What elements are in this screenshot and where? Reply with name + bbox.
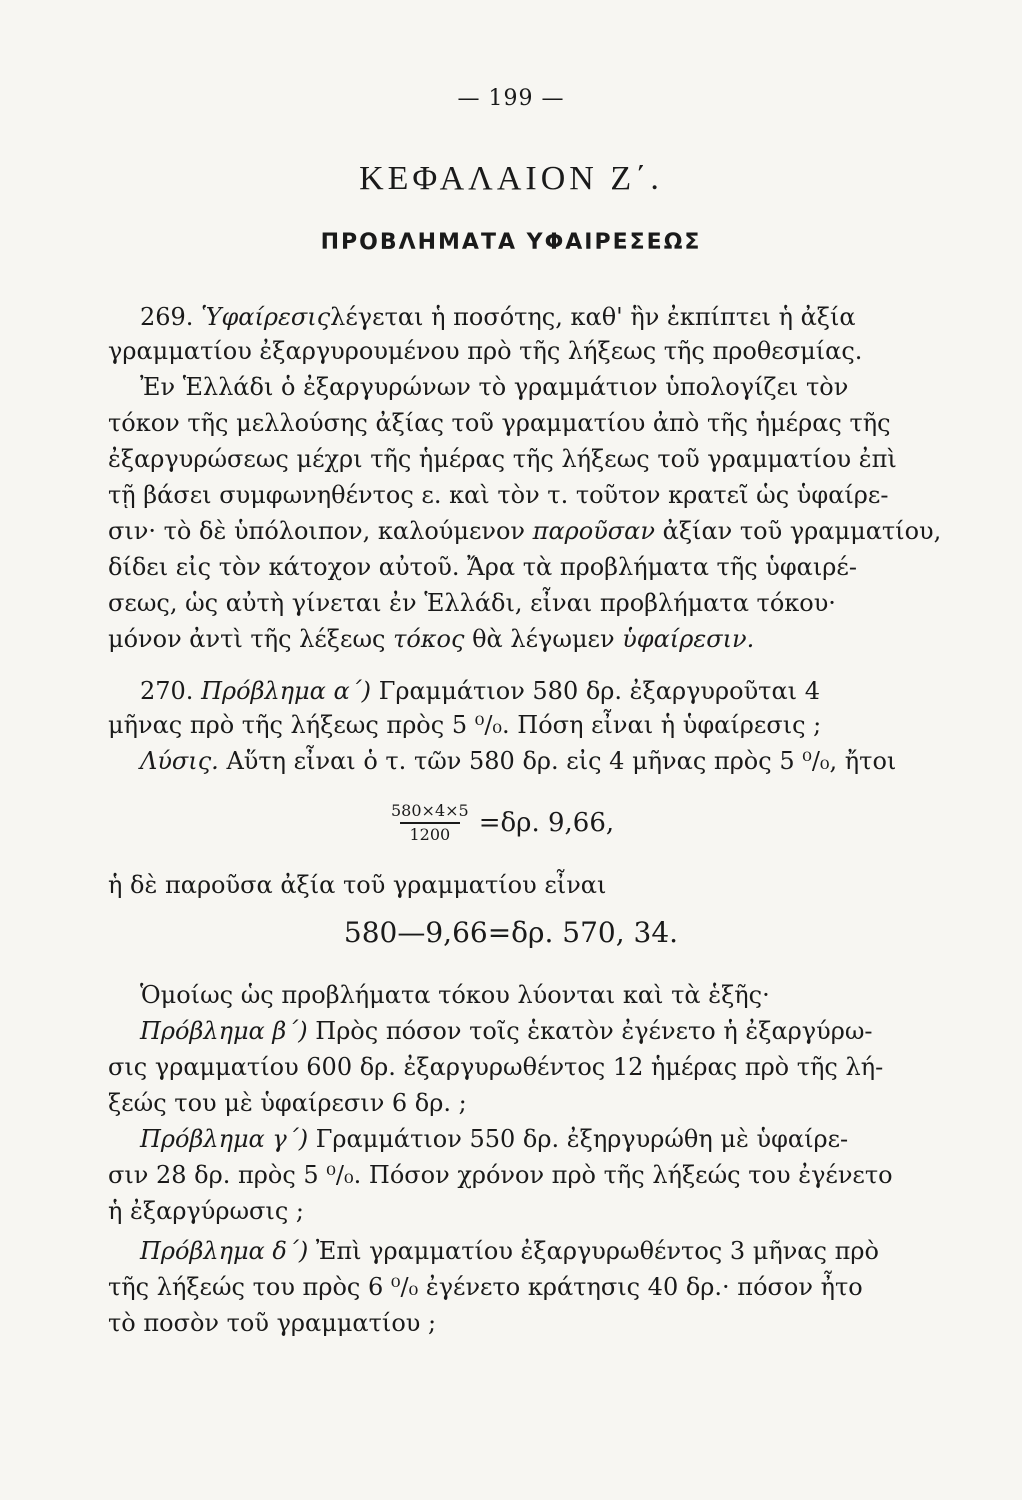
para-269-line-1 xyxy=(140,302,935,332)
para-269-line-2: γραμματίου ἐξαργυρουμένου πρὸ τῆς λήξεως τῆς προθεσμίας. xyxy=(108,337,863,365)
para-269-line-9: σεως, ὡς αὐτὴ γίνεται ἐν Ἑλλάδι, εἶναι προβλήματα τόκου· xyxy=(108,589,836,617)
problem-d-line-2: τῆς λήξεώς του πρὸς 6 ⁰/₀ ἐγένετο κράτησις 40 δρ.· πόσον ἦτο xyxy=(108,1273,863,1301)
text-span: ἀξίαν τοῦ γραμματίου, xyxy=(662,517,942,545)
fraction-result: =δρ. 9,66, xyxy=(478,808,615,838)
chapter-title: ΚΕΦΑΛΑΙΟΝ Ζ΄. xyxy=(359,160,663,197)
emphasis-span: παροῦσαν xyxy=(532,517,655,545)
text-span: Γραμμάτιον 550 δρ. ἐξηργυρώθη μὲ ὑφαίρε- xyxy=(315,1125,849,1153)
text-span: μόνον ἀντὶ τῆς λέξεως xyxy=(108,625,386,653)
problem-b-line-1 xyxy=(140,1016,935,1046)
text-span: Πρὸς πόσον τοῖς ἑκατὸν ἐγένετο ἡ ἐξαργύρω- xyxy=(315,1017,873,1045)
problem-label: Πρόβλημα γ΄) xyxy=(140,1125,309,1153)
problem-label: Πρόβλημα δ΄) xyxy=(140,1237,309,1265)
equation: 580—9,66=δρ. 570, 34. xyxy=(343,916,679,949)
text-span: Γραμμάτιον 580 δρ. ἐξαργυροῦται 4 xyxy=(378,677,820,705)
para-269-line-7 xyxy=(108,516,942,546)
similar-line: Ὁμοίως ὡς προβλήματα τόκου λύονται καὶ τὰ ἑξῆς· xyxy=(140,981,770,1009)
para-number: 269. xyxy=(140,303,194,331)
text-span: θὰ λέγωμεν xyxy=(472,625,615,653)
page-number: — 199 — xyxy=(457,86,565,111)
para-269-line-4: τόκον τῆς μελλούσης ἀξίας τοῦ γραμματίου ἀπὸ τῆς ἡμέρας τῆς xyxy=(108,409,891,437)
para-269-line-10 xyxy=(108,624,933,654)
text-span: Ἐπὶ γραμματίου ἐξαργυρωθέντος 3 μῆνας πρὸ xyxy=(315,1237,879,1265)
problem-d-line-1 xyxy=(140,1236,935,1266)
text-span: Αὕτη εἶναι ὁ τ. τῶν 580 δρ. εἰς 4 μῆνας πρὸς 5 ⁰/₀, ἤτοι xyxy=(226,747,897,775)
problem-b-line-2: σις γραμματίου 600 δρ. ἐξαργυρωθέντος 12 ἡμέρας πρὸ τῆς λή- xyxy=(108,1053,884,1081)
problem-c-line-2: σιν 28 δρ. πρὸς 5 ⁰/₀. Πόσον χρόνον πρὸ τῆς λήξεώς του ἐγένετο xyxy=(108,1161,893,1189)
text-span: λέγεται ἡ ποσότης, καθ' ἣν ἐκπίπτει ἡ ἀξία xyxy=(330,303,856,331)
problem-c-line-3: ἡ ἐξαργύρωσις ; xyxy=(108,1197,304,1225)
para-270-line-2: μῆνας πρὸ τῆς λήξεως πρὸς 5 ⁰/₀. Πόση εἶναι ἡ ὑφαίρεσις ; xyxy=(108,711,822,739)
problem-d-line-3: τὸ ποσὸν τοῦ γραμματίου ; xyxy=(108,1309,437,1337)
para-269-line-5: ἐξαργυρώσεως μέχρι τῆς ἡμέρας τῆς λήξεως τοῦ γραμματίου ἐπὶ xyxy=(108,445,897,473)
fraction-denominator: 1200 xyxy=(400,822,461,846)
problem-b-line-3: ξεώς του μὲ ὑφαίρεσιν 6 δρ. ; xyxy=(108,1089,467,1117)
para-269-line-6: τῇ βάσει συμφωνηθέντος ε. καὶ τὸν τ. τοῦτον κρατεῖ ὡς ὑφαίρε- xyxy=(108,481,889,509)
problem-c-line-1 xyxy=(140,1124,935,1154)
fraction xyxy=(385,800,475,846)
solution-label: Λύσις. xyxy=(140,747,219,775)
emphasis-span: ὑφαίρεσιν. xyxy=(622,625,755,653)
solution-line xyxy=(140,746,935,776)
fraction-numerator: 580×4×5 xyxy=(391,801,469,820)
para-269-line-8: δίδει εἰς τὸν κάτοχον αὐτοῦ. Ἄρα τὰ προβλήματα τῆς ὑφαιρέ- xyxy=(108,553,857,581)
problem-label: Πρόβλημα β΄) xyxy=(140,1017,308,1045)
emphasis-span: τόκος xyxy=(393,625,465,653)
fraction-formula xyxy=(385,800,614,846)
problem-label: Πρόβλημα α΄) xyxy=(201,677,372,705)
para-269-line-3: Ἐν Ἑλλάδι ὁ ἐξαργυρώνων τὸ γραμμάτιον ὑπολογίζει τὸν xyxy=(140,373,849,401)
section-title: ΠΡΟΒΛΗΜΑΤΑ ΥΦΑΙΡΕΣΕΩΣ xyxy=(320,230,702,255)
present-value-line: ἡ δὲ παροῦσα ἀξία τοῦ γραμματίου εἶναι xyxy=(108,871,607,899)
para-number: 270. xyxy=(140,677,194,705)
term-emphasis: Ὑφαίρεσις xyxy=(201,303,331,331)
text-span: σιν· τὸ δὲ ὑπόλοιπον, καλούμενον xyxy=(108,517,526,545)
para-270-line-1 xyxy=(140,676,935,706)
